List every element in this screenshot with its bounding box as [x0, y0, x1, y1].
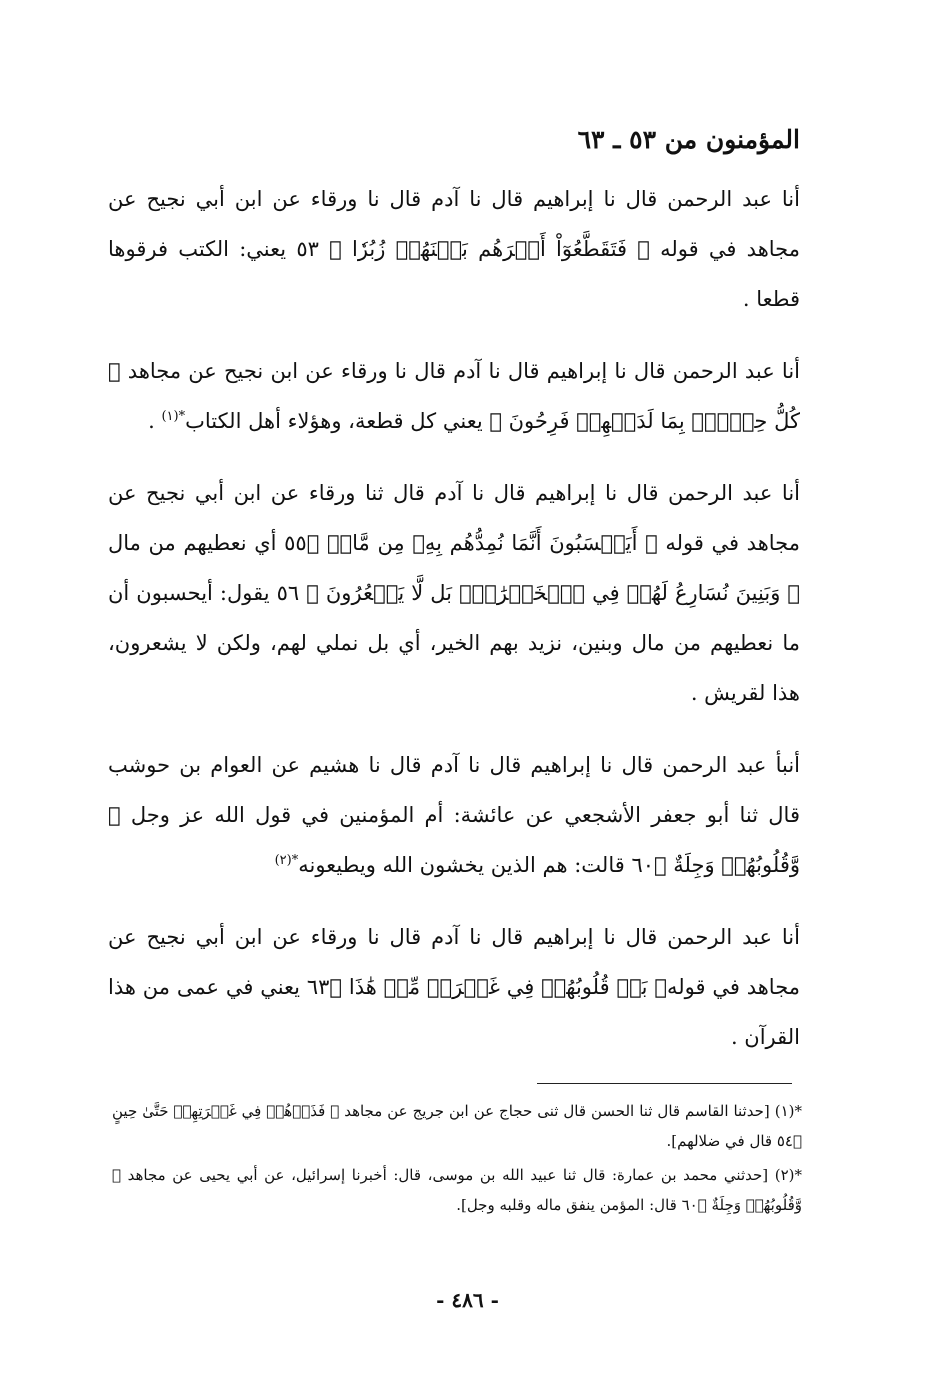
- quran-verse: ﴿ وَّقُلُوبُهُمۡ وَجِلَةٌ ﴾: [108, 803, 800, 877]
- paragraph-4: [108, 740, 800, 890]
- paragraph-text: أنا عبد الرحمن قال نا إبراهيم قال نا آدم قال نا ورقاء عن ابن أبي نجيح عن مجاهد في قوله: [108, 187, 800, 261]
- footnotes: [112, 1096, 802, 1224]
- paragraph-text: أنبأ عبد الرحمن قال نا إبراهيم قال نا آدم قال نا هشيم عن العوام بن حوشب قال ثنا أبو جعفر الأشجعي عن عائشة: أم المؤمنين في قول الله عز وجل: [108, 753, 800, 827]
- quran-verse: ﴿ كُلُّ حِزۡبِۭ بِمَا لَدَيۡهِمۡ فَرِحُونَ ﴾: [108, 359, 800, 433]
- paragraph-2: [108, 346, 800, 446]
- footnote-1: [112, 1096, 802, 1156]
- footnote-2: [112, 1160, 802, 1220]
- paragraph-text: ٦٣ يعني في عمى من هذا القرآن .: [108, 975, 800, 1049]
- paragraph-text: أنا عبد الرحمن قال نا إبراهيم قال نا آدم قال ثنا ورقاء عن ابن أبي نجيح عن مجاهد في قوله: [108, 481, 800, 555]
- page-number: - ٤٨٦ -: [436, 1288, 499, 1312]
- footnote-text: ٦٠ قال: المؤمن ينفق ماله وقلبه وجل].: [456, 1196, 698, 1214]
- paragraph-3: [108, 468, 800, 718]
- paragraph-5: [108, 912, 800, 1062]
- footnote-mark: *(٢): [774, 1166, 802, 1184]
- footnote-mark: *(١): [774, 1102, 802, 1120]
- paragraph-text: أنا عبد الرحمن قال نا إبراهيم قال نا آدم قال نا ورقاء عن ابن أبي نجيح عن مجاهد في قوله: [108, 925, 800, 999]
- paragraph-text: أنا عبد الرحمن قال نا إبراهيم قال نا آدم قال نا ورقاء عن ابن نجيح عن مجاهد: [120, 359, 800, 383]
- page-title: المؤمنون من ٥٣ ـ ٦٣: [577, 125, 800, 154]
- footnote-text: [حدثني محمد بن عمارة: قال ثنا عبيد الله بن موسى، قال: أخبرنا إسرائيل، عن أبي يحيى عن مجاهد: [121, 1166, 775, 1184]
- page-body: [108, 118, 800, 1084]
- paragraph-text: ٥٣ يعني: الكتب فرقوها قطعا .: [108, 237, 800, 311]
- quran-verse: ﴿ وَّقُلُوبُهُمۡ وَجِلَةٌ ﴾: [112, 1166, 802, 1214]
- quran-verse: ﴿ بَلۡ قُلُوبُهُمۡ فِي غَمۡرَةٖ مِّنۡ هَٰذَا ﴾: [329, 975, 667, 999]
- footnote-reference[interactable]: *(١): [161, 409, 186, 424]
- paragraph-text: .: [148, 409, 162, 433]
- paragraph-text: ٥٥ أي نعطيهم من مال: [108, 531, 307, 555]
- footnote-reference[interactable]: *(٢): [274, 853, 299, 868]
- quran-verse: ﴿ وَبَنِينَ نُسَارِعُ لَهُمۡ فِي ٱلۡخَيۡرَٰتِۚ بَل لَّا يَشۡعُرُونَ ﴾: [306, 581, 800, 605]
- paragraph-text: ٥٦ يقول: أيحسبون أن ما نعطيهم من مال وبنين، نزيد بهم الخير، أي بل نملي لهم، ولكن لا يشعرون، هذا لقريش .: [108, 581, 800, 705]
- footnote-text: ٥٤ قال في ضلالهم].: [666, 1132, 793, 1150]
- quran-verse: ﴿ فَذَرۡهُمۡ فِي غَمۡرَتِهِمۡ حَتَّىٰ حِينٍ ﴾: [112, 1102, 802, 1150]
- paragraph-text: ٦٠ قالت: هم الذين يخشون الله ويطيعونه: [298, 853, 654, 877]
- footnote-text: [حدثنا القاسم قال ثنا الحسن قال ثنى حجاج عن ابن جريج عن مجاهد: [339, 1102, 775, 1120]
- paragraph-text: يعني كل قطعة، وهؤلاء أهل الكتاب: [185, 409, 490, 433]
- quran-verse: ﴿ أَيَحۡسَبُونَ أَنَّمَا نُمِدُّهُم بِهِۦ مِن مَّالٖ ﴾: [306, 531, 658, 555]
- footnote-divider: [537, 1083, 792, 1084]
- paragraph-1: [108, 174, 800, 324]
- quran-verse: ﴿ فَتَقَطَّعُوٓاْ أَمۡرَهُم بَيۡنَهُمۡ زُبُرٗا ﴾: [329, 237, 650, 261]
